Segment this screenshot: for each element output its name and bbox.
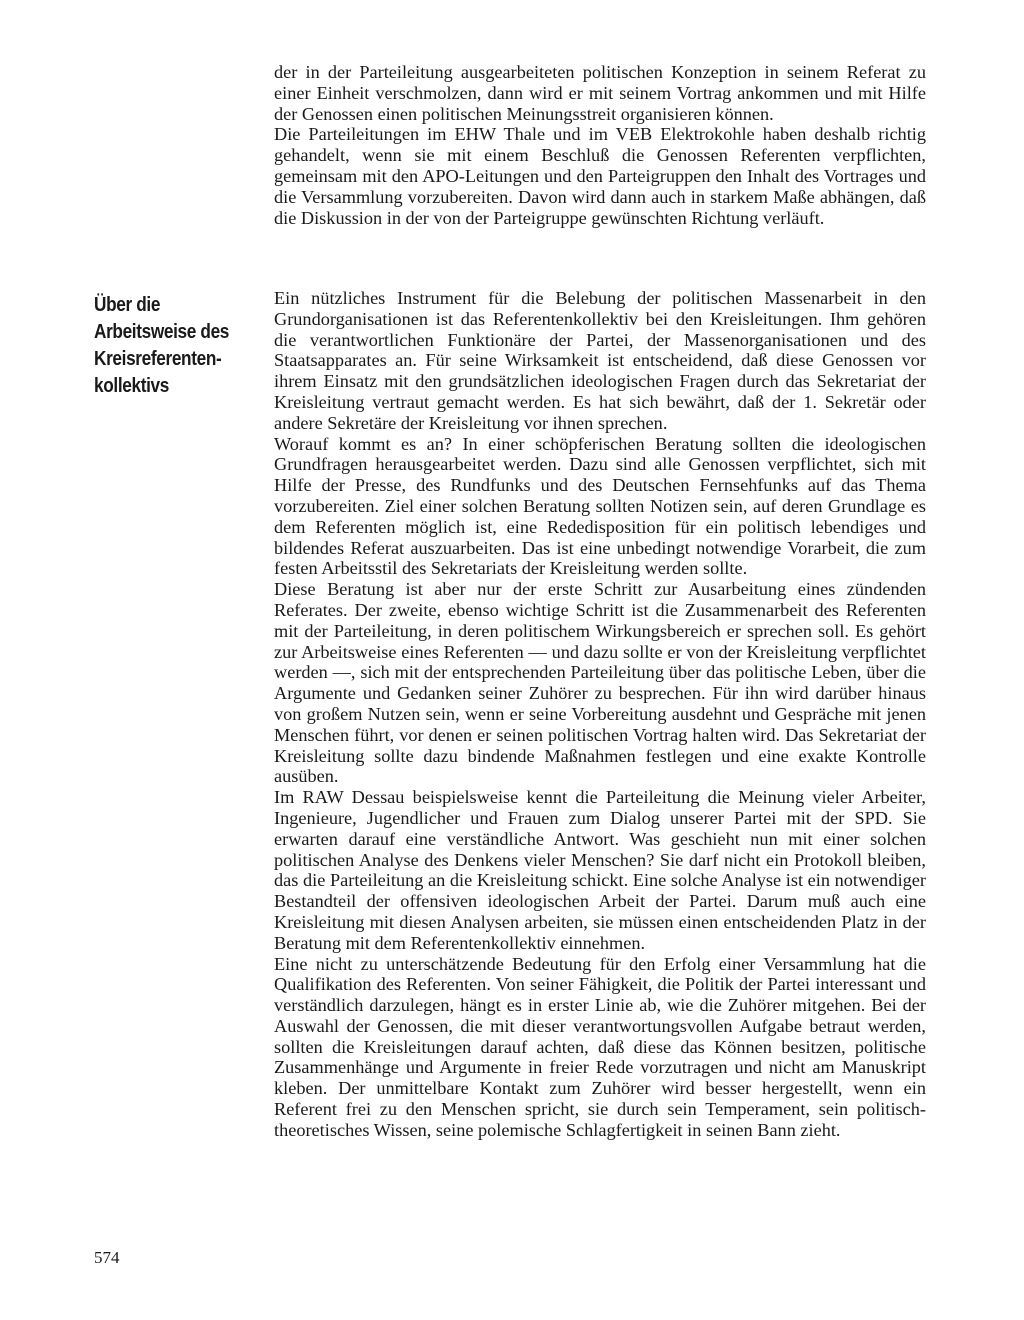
intro-paragraph: Die Parteileitungen im EHW Thale und im VEB Elektrokohle haben deshalb richtig gehandelt, wenn sie mit einem Beschluß die Genossen Referenten verpflichten, gemeinsam mit den APO-Leitungen und den Parteigruppen den Inhalt des Vortrages und die Versammlung vorzubereiten. Davon wird dann auch in starkem Maße abhängen, daß die Diskussion in der von der Parteigruppe gewünschten Richtung verläuft. [274,124,926,228]
section-paragraph: Worauf kommt es an? In einer schöpferischen Beratung sollten die ideologischen Grundfragen herausgearbeitet werden. Dazu sind alle Genossen verpflichtet, sich mit Hilfe der Presse, des Rundfunks und des Deutschen Fernsehfunks auf das Thema vorzubereiten. Ziel einer solchen Beratung sollten Notizen sein, auf deren Grundlage es dem Referenten möglich ist, eine Rededisposition für ein politisch lebendiges und bildendes Referat auszuarbeiten. Das ist eine unbedingt notwendige Vorarbeit, die zum festen Arbeitsstil des Sekretariats der Kreisleitung werden sollte. [274,433,926,579]
section-paragraph: Eine nicht zu unterschätzende Bedeutung für den Erfolg einer Versammlung hat die Qualifikation des Referenten. Von seiner Fähigkeit, die Politik der Partei interessant und verständlich darzulegen, hängt es in erster Linie ab, wie die Zuhörer mitgehen. Bei der Auswahl der Genossen, die mit dieser verantwortungsvollen Aufgabe betraut werden, sollten die Kreisleitungen darauf achten, daß diese das Können besitzen, politische Zusammenhänge und Argumente in freier Rede vorzutragen und nicht am Manuskript kleben. Der unmittelbare Kontakt zum Zuhörer wird besser hergestellt, wenn ein Referent frei zu den Menschen spricht, sie durch sein Temperament, sein politisch-theoretisches Wissen, seine polemische Schlagfertigkeit in seinen Bann zieht. [274,953,926,1140]
intro-paragraph: der in der Parteileitung ausgearbeiteten politischen Konzeption in seinem Referat zu einer Einheit verschmolzen, dann wird er mit seinem Vortrag ankommen und mit Hilfe der Genossen einen politischen Meinungsstreit organisieren können. [274,62,926,124]
page-number: 574 [94,1248,120,1267]
section-text-block [274,288,926,1141]
section-heading-line: kollektivs [94,375,169,397]
intro-text-block [274,62,926,228]
section-heading [94,292,240,400]
section-paragraph: Diese Beratung ist aber nur der erste Schritt zur Ausarbeitung eines zündenden Referates. Der zweite, ebenso wichtige Schritt ist die Zusammenarbeit des Referenten mit der Parteileitung, in deren politischem Wirkungsbereich er sprechen soll. Es gehört zur Arbeitsweise eines Referenten — und dazu sollte er von der Kreisleitung verpflichtet werden —, sich mit der entsprechenden Parteileitung über das politische Leben, über die Argumente und Gedanken seiner Zuhörer zu besprechen. Für ihn wird darüber hinaus von großem Nutzen sein, wenn er seine Vorbereitung ausdehnt und Gespräche mit jenen Menschen führt, vor denen er seinen politischen Vortrag halten wird. Das Sekretariat der Kreisleitung sollte dazu bindende Maßnahmen festlegen und eine exakte Kontrolle ausüben. [274,579,926,787]
section-heading-line: Kreisreferenten- [94,348,222,370]
section-paragraph: Im RAW Dessau beispielsweise kennt die Parteileitung die Meinung vieler Arbeiter, Ingenieure, Jugendlicher und Frauen zum Dialog unserer Partei mit der SPD. Sie erwarten darauf eine verständliche Antwort. Was geschieht nun mit einer solchen politischen Analyse des Denkens vieler Menschen? Sie darf nicht ein Protokoll bleiben, das die Parteileitung an die Kreisleitung schickt. Eine solche Analyse ist ein notwendiger Bestandteil der offensiven ideologischen Arbeit der Partei. Darum muß auch eine Kreisleitung mit diesen Analysen arbeiten, sie müssen einen entscheidenden Platz in der Beratung mit dem Referentenkollektiv einnehmen. [274,787,926,953]
section-paragraph: Ein nützliches Instrument für die Belebung der politischen Massenarbeit in den Grundorganisationen ist das Referentenkollektiv bei den Kreisleitungen. Ihm gehören die verantwortlichen Funktionäre der Partei, der Massenorganisationen und des Staatsapparates an. Für seine Wirksamkeit ist entscheidend, daß diese Genossen vor ihrem Einsatz mit den grundsätzlichen ideologischen Fragen durch das Sekretariat der Kreisleitung vertraut gemacht werden. Es hat sich bewährt, daß der 1. Sekretär oder andere Sekretäre der Kreisleitung vor ihnen sprechen. [274,288,926,433]
section-heading-line: Über die [94,294,161,316]
section-heading-line: Arbeitsweise des [94,321,230,343]
